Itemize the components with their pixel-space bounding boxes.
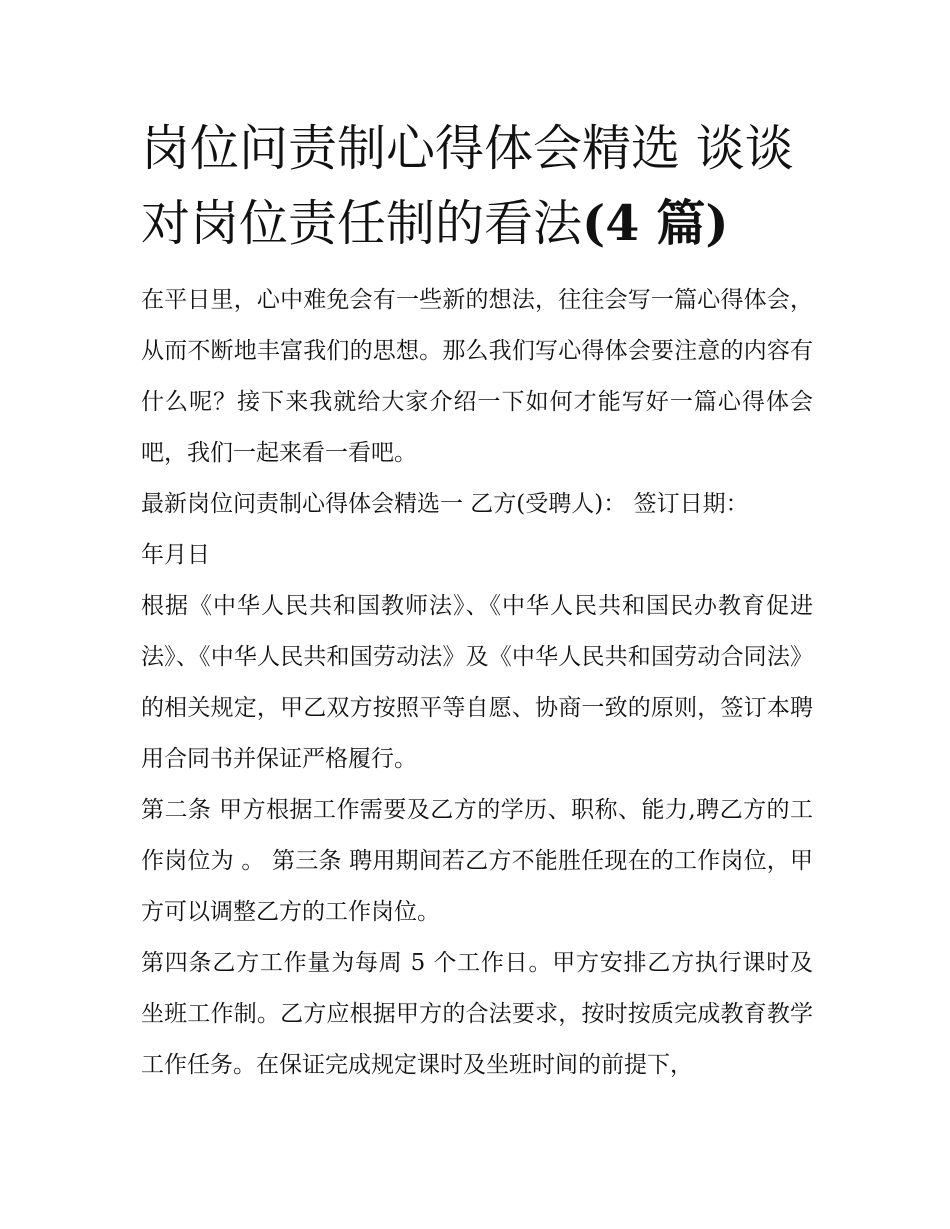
document-title — [141, 112, 813, 261]
paragraph-article-4: 第四条乙方工作量为每周 5 个工作日。甲方安排乙方执行课时及坐班工作制。乙方应根据甲方的合法要求，按时按质完成教育教学工作任务。在保证完成规定课时及坐班时间的前提下， — [141, 950, 813, 1078]
paragraph-section-heading: 最新岗位问责制心得体会精选一 乙方(受聘人)： 签订日期： — [141, 491, 749, 517]
paragraph-intro: 在平日里，心中难免会有一些新的想法，往往会写一篇心得体会，从而不断地丰富我们的思想。那么我们写心得体会要注意的内容有什么呢？接下来我就给大家介绍一下如何才能写好一篇心得体会吧，我们一起来看一看吧。 — [141, 287, 813, 466]
paragraph-legal-basis: 根据《中华人民共和国教师法》、《中华人民共和国民办教育促进法》、《中华人民共和国劳动法》及《中华人民共和国劳动合同法》的相关规定，甲乙双方按照平等自愿、协商一致的原则，签订本聘用合同书并保证严格履行。 — [141, 593, 813, 772]
title-main: 岗位问责制心得体会精选 谈谈对岗位责任制的看法 — [141, 120, 794, 252]
title-count: (4 篇) — [582, 194, 729, 252]
paragraph-date-line: 年月日 — [141, 542, 210, 568]
document-body — [141, 112, 813, 1091]
paragraph-article-2-3: 第二条 甲方根据工作需要及乙方的学历、职称、能力,聘乙方的工作岗位为 。 第三条 聘用期间若乙方不能胜任现在的工作岗位，甲方可以调整乙方的工作岗位。 — [141, 797, 813, 925]
